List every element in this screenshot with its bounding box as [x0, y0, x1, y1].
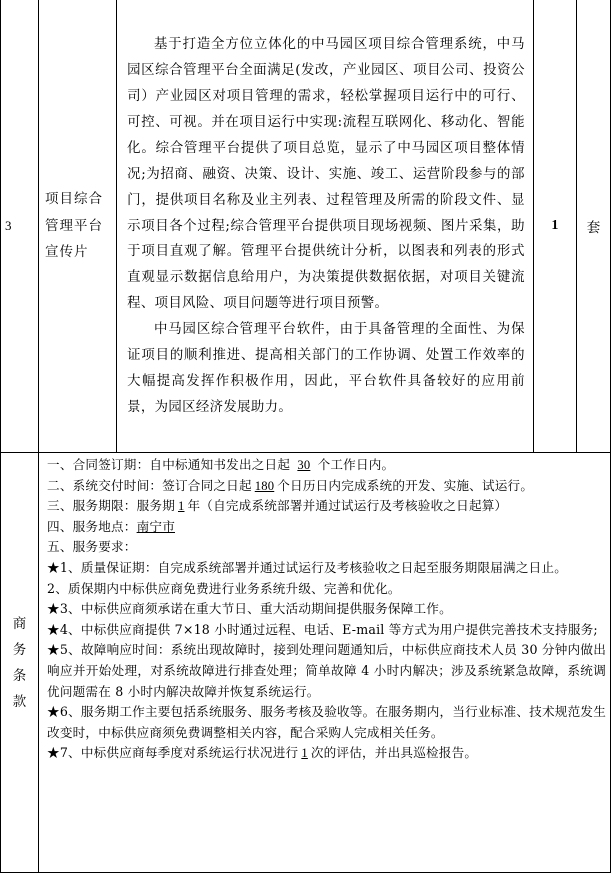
terms-content — [39, 453, 611, 873]
requirement-item: ★3、中标供应商须承诺在重大节日、重大活动期间提供服务保障工作。 — [47, 601, 452, 617]
terms-label — [1, 453, 39, 873]
requirement-item: ★6、服务期工作主要包括系统服务、服务考核及验收等。在服务期内，当行业标准、技术规范发生改变时，中标供应商须免费调整相关内容，配合采购人完成相关任务。 — [47, 704, 606, 740]
service-period-term: 三、服务期限：服务期 1 年（自完成系统部署并通过试运行及考核验收之日起算） — [47, 496, 606, 517]
terms-row — [1, 453, 611, 873]
service-requirements-heading: 五、服务要求： — [47, 539, 137, 555]
terms-label-char: 务 — [12, 641, 27, 658]
requirement-item: ★5、故障响应时间：系统出现故障时，接到处理问题通知后，中标供应商技术人员 30 分钟内做出响应并开始处理，对系统故障进行排查处理；简单故障 4 小时内解决；涉及系统紧急故障，系统调优问题需在 8 小时内解决故障并恢复系统运行。 — [47, 642, 606, 699]
requirement-item: ★4、中标供应商提供 7×18 小时通过远程、电话、E-mail 等方式为用户提供完善技术支持服务; — [47, 621, 598, 637]
item-name: 项目综合管理平台宣传片 — [39, 0, 117, 453]
requirement-item: ★1、质量保证期：自完成系统部署并通过试运行及考核验收之日起至服务期限届满之日止。 — [47, 559, 568, 575]
description-paragraph-1: 基于打造全方位立体化的中马园区项目综合管理系统，中马园区综合管理平台全面满足(发改，产业园区、项目公司、投资公司）产业园区对项目管理的需求，轻松掌握项目运行中的可行、可控、可视。并在项目运行中实现:流程互联网化、移动化、智能化。综合管理平台提供了项目总览，显示了中马园区项目整体情况;为招商、融资、决策、设计、实施、竣工、运营阶段参与的部门，提供项目名称及业主列表、过程管理及所需的阶段文件、显示项目各个过程;综合管理平台提供项目现场视频、图片采集，助于项目直观了解。管理平台提供统计分析，以图表和列表的形式直观显示数据信息给用户，为决策提供数据依据，对项目关键流程、项目风险、项目问题等进行项目预警。 — [127, 37, 525, 312]
delivery-term: 二、系统交付时间：签订合同之日起 180 个日历日内完成系统的开发、实施、试运行。 — [47, 476, 606, 497]
terms-label-char: 款 — [12, 693, 27, 710]
requirement-item: ★7、中标供应商每季度对系统运行状况进行 1 次的评估，并出具巡检报告。 — [47, 743, 606, 764]
service-location-value: 南宁市 — [136, 518, 175, 534]
service-years-value: 1 — [177, 499, 185, 514]
item-unit: 套 — [576, 0, 610, 453]
terms-label-char: 条 — [12, 667, 27, 684]
delivery-days-value: 180 — [254, 478, 275, 493]
item-quantity: 1 — [533, 0, 576, 453]
description-paragraph-2: 中马园区综合管理平台软件，由于具备管理的全面性、为保证项目的顺利推进、提高相关部门的工作协调、处置工作效率的大幅提高发挥作积极作用，因此，平台软件具备较好的应用前景，为园区经济发展助力。 — [127, 322, 525, 415]
contract-days-value: 30 — [297, 458, 311, 472]
inspection-count-value: 1 — [301, 746, 308, 761]
service-location-term: 四、服务地点：南宁市 — [47, 518, 175, 534]
terms-label-char: 商 — [12, 615, 27, 632]
requirement-item: 2、质保期内中标供应商免费进行业务系统升级、完善和优化。 — [47, 580, 401, 596]
item-description — [117, 0, 534, 453]
item-row — [1, 0, 611, 453]
item-number: 3 — [1, 0, 39, 453]
contract-signing-term: 一、合同签订期：自中标通知书发出之日起 30 个工作日内。 — [47, 455, 606, 476]
